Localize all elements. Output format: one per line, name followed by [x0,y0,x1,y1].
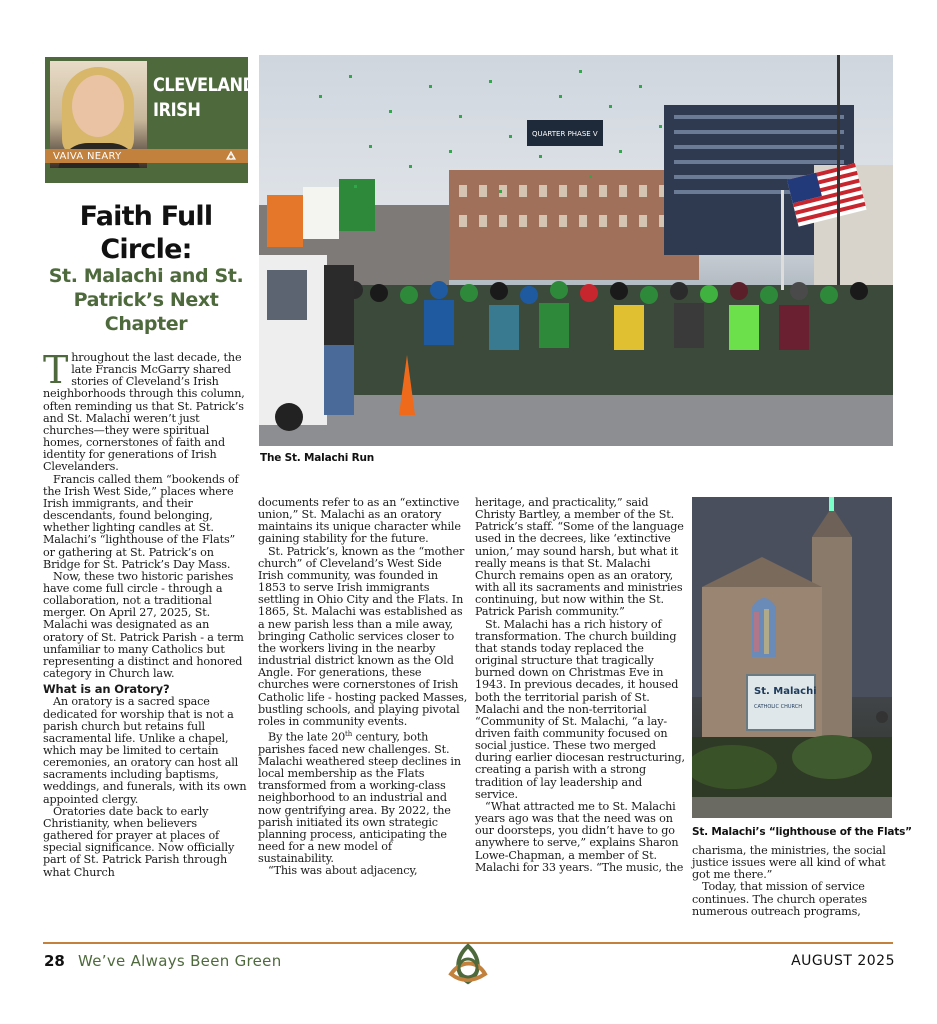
paragraph: Today, that mission of service continues. The church operates numerous outreach programs, [692,880,867,918]
author-name: VAIVA NEARY [53,151,122,162]
church-photo-caption: St. Malachi’s “lighthouse of the Flats” [692,826,912,838]
paragraph: St. Malachi has a rich history of transformation. The church building that stands today replaced the original structure that tragically burned down on Christmas Eve in 1943. In previous decades, it housed both the territorial parish of St. Malachi and the non-territorial “Community of St. Malachi, “a lay-driven faith community focused on social justice. These two merged during earlier diocesan restructuring, creating a parish with a strong tradition of lay leadership and service. [475,617,685,801]
run-photo [259,55,893,446]
article-subtitle: St. Malachi and St. Patrick’s Next Chapter [48,265,244,335]
section-heading: What is an Oratory? [43,682,170,697]
article-title: Faith Full Circle: [79,201,213,265]
church-sign-name: St. Malachi [754,686,817,697]
church-sign-sub: CATHOLIC CHURCH [754,704,803,710]
drop-cap: T [43,348,69,392]
text-column-4 [692,845,892,918]
paragraph: Francis called them “bookends of the Irish West Side,” places where Irish immigrants, and their descendants, found belonging, whether lighting candles at St. Malachi’s “lighthouse of the Flats” or gathering at St. Patrick’s on Bridge for St. Patrick’s Day Mass. [43,472,239,571]
run-photo-caption: The St. Malachi Run [260,452,375,464]
church-illustration [692,497,892,818]
billboard-text: QUARTER PHASE V [532,130,598,138]
paragraph: “This was about adjacency, [268,864,418,878]
paragraph: An oratory is a sacred space dedicated for worship that is not a parish church but retains full sacramental life. Unlike a chapel, which may be limited to certain ceremonies, an oratory can host all sacraments including baptisms, weddings, and funerals, with its own appointed clergy. [43,695,247,806]
celtic-knot-icon [443,940,493,990]
paragraph: “What attracted me to St. Malachi years ago was that the need was on our doorsteps, you didn’t have to go anywhere to serve,” explains Sharon Lowe-Chapman, a member of St. Malachi for 33 years. “The music, the [475,799,684,874]
paragraph: Now, these two historic parishes have come full circle - through a collaboration, not a traditional merger. On April 27, 2025, St. Malachi was designated as an oratory of St. Patrick Parish - a term unfamiliar to many Catholics but representing a distinct and honored category in Church law. [43,569,244,681]
paragraph: heritage, and practicality,” said Christy Bartley, a member of the St. Patrick’s staff. “Some of the language used in the decrees, like ‘extinctive union,’ may sound harsh, but what it really means is that St. Malachi Church remains open as an oratory, with all its sacraments and ministries continuing, but now within the St. Patrick Parish community.” [475,496,684,619]
text-column-3 [475,497,685,874]
paragraph: documents refer to as an “extinctive union,” St. Malachi as an oratory maintains its unique character while gaining stability for the future. [258,496,461,546]
page-number: 28 [44,952,65,970]
church-photo [692,497,892,818]
issue-date: AUGUST 2025 [791,953,895,969]
paragraph: By the late 20th century, both parishes faced new challenges. St. Malachi weathered steep declines in local membership as the Flats transformed from a working-class neighborhood to an industrial and now gentrifying area. By 2022, the parish initiated its own strategic planning process, anticipating the need for a new model of sustainability. [258,729,461,866]
text-column-1 [43,348,248,879]
paragraph: St. Patrick’s, known as the “mother church” of Cleveland’s West Side Irish community, was founded in 1853 to serve Irish immigrants settling in Ohio City and the Flats. In 1865, St. Malachi was established as a new parish less than a mile away, bringing Catholic services closer to the workers living in the nearby industrial district known as the Old Angle. For generations, these churches were cornerstones of Irish Catholic life - hosting packed Masses, bustling schools, and playing pivotal roles in community events. [258,544,468,728]
footer-tagline: We’ve Always Been Green [78,952,282,970]
paragraph: hroughout the last decade, the late Francis McGarry shared stories of Cleveland’s Irish neighborhoods through this column, often reminding us that St. Patrick’s and St. Malachi weren’t just churches—they were spiritual homes, cornerstones of faith and identity for generations of Irish Clevelanders. [43,351,245,474]
run-illustration [259,55,893,446]
paragraph: Oratories date back to early Christianity, when believers gathered for prayer at places of special significance. Now officially part of St. Patrick Parish through what Church [43,804,235,879]
column-name: CLEVELAND IRISH [153,74,256,121]
column-header [45,57,256,183]
text-column-2 [258,497,468,878]
triquetra-icon [225,151,237,161]
paragraph: charisma, the ministries, the social justice issues were all kind of what got me there.” [692,844,886,882]
